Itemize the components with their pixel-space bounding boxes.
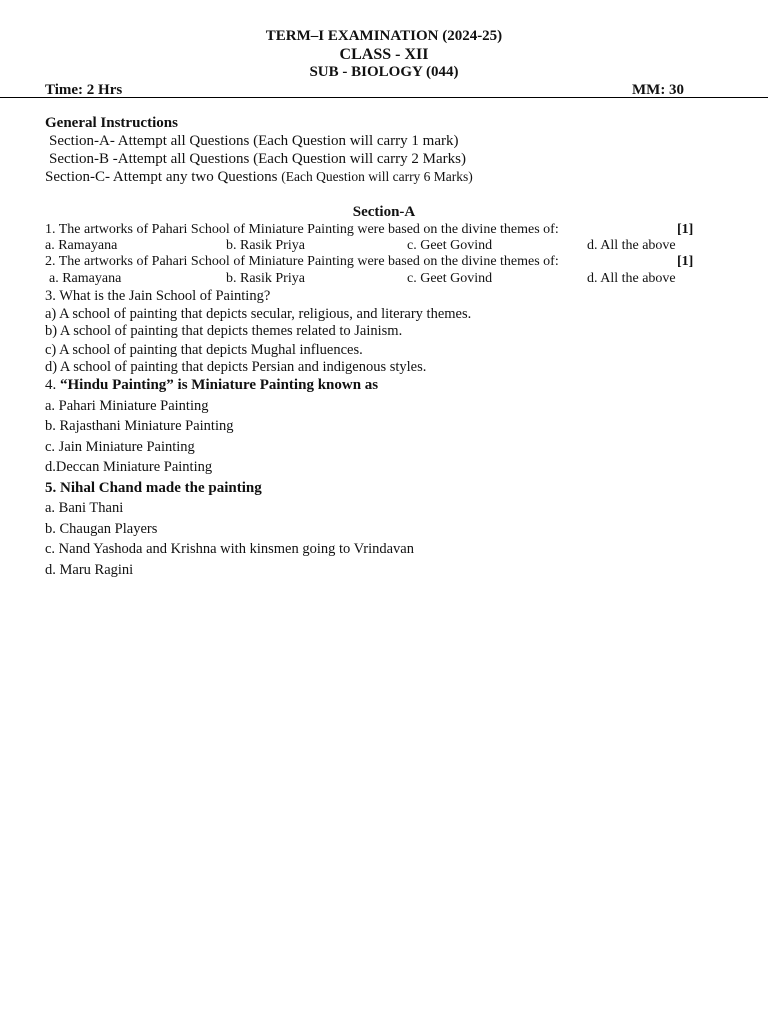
time-label: Time: 2 Hrs xyxy=(45,82,123,98)
question-1-option-c: c. Geet Govind xyxy=(407,238,493,253)
question-3-option-d: d) A school of painting that depicts Persian and indigenous styles. xyxy=(45,359,427,375)
question-2-mark: [1] xyxy=(677,254,694,269)
question-1-option-b: b. Rasik Priya xyxy=(226,238,305,253)
question-4-option-c: c. Jain Miniature Painting xyxy=(45,439,195,455)
question-3-option-a: a) A school of painting that depicts secular, religious, and literary themes. xyxy=(45,306,472,322)
question-2-text: 2. The artworks of Pahari School of Miniature Painting were based on the divine themes of: xyxy=(45,254,559,269)
question-4-option-d: d.Deccan Miniature Painting xyxy=(45,459,213,475)
question-4-number: 4. xyxy=(45,377,60,393)
question-3-option-c: c) A school of painting that depicts Mughal influences. xyxy=(45,342,363,358)
question-3-option-b: b) A school of painting that depicts themes related to Jainism. xyxy=(45,323,403,339)
class-label: CLASS - XII xyxy=(339,46,429,63)
instructions-heading: General Instructions xyxy=(45,115,178,131)
instruction-section-c xyxy=(45,169,473,186)
question-2-option-b: b. Rasik Priya xyxy=(226,271,305,286)
subject-label: SUB - BIOLOGY (044) xyxy=(309,64,459,80)
question-2-option-a: a. Ramayana xyxy=(49,271,122,286)
header-divider xyxy=(0,97,768,98)
question-5-option-d: d. Maru Ragini xyxy=(45,562,134,578)
question-3-text: 3. What is the Jain School of Painting? xyxy=(45,288,271,304)
question-2-option-d: d. All the above xyxy=(587,271,676,286)
question-4-text: “Hindu Painting” is Miniature Painting known as xyxy=(60,377,379,393)
question-1-option-a: a. Ramayana xyxy=(45,238,118,253)
question-4-option-a: a. Pahari Miniature Painting xyxy=(45,398,209,414)
instruction-section-b: Section-B -Attempt all Questions (Each Question will carry 2 Marks) xyxy=(49,151,466,167)
question-1-mark: [1] xyxy=(677,222,694,237)
max-marks-label: MM: 30 xyxy=(632,82,685,98)
instruction-section-c-note: (Each Question will carry 6 Marks) xyxy=(281,169,473,184)
section-a-title: Section-A xyxy=(352,204,416,220)
question-1-option-d: d. All the above xyxy=(587,238,676,253)
question-5-text: 5. Nihal Chand made the painting xyxy=(45,480,262,496)
question-4 xyxy=(45,377,378,394)
question-5-option-c: c. Nand Yashoda and Krishna with kinsmen going to Vrindavan xyxy=(45,541,414,557)
question-2-option-c: c. Geet Govind xyxy=(407,271,493,286)
question-5-option-a: a. Bani Thani xyxy=(45,500,124,516)
exam-title: TERM–I EXAMINATION (2024-25) xyxy=(265,28,503,44)
question-5-option-b: b. Chaugan Players xyxy=(45,521,158,537)
instruction-section-a: Section-A- Attempt all Questions (Each Question will carry 1 mark) xyxy=(49,133,459,149)
question-4-option-b: b. Rajasthani Miniature Painting xyxy=(45,418,234,434)
question-1-text: 1. The artworks of Pahari School of Miniature Painting were based on the divine themes of: xyxy=(45,222,559,237)
instruction-section-c-main: Section-C- Attempt any two Questions xyxy=(45,169,278,185)
